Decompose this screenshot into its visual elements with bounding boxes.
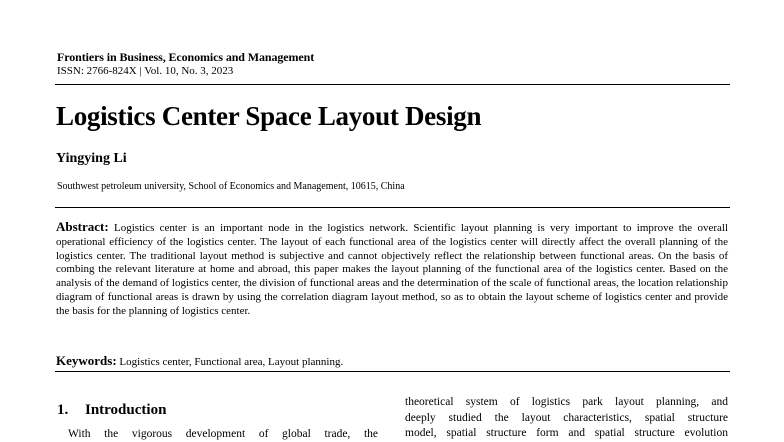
author-affiliation: Southwest petroleum university, School of Economics and Management, 10615, China: [57, 181, 405, 192]
right-column-line: deeply studied the layout characteristics, spatial structure: [405, 411, 728, 424]
left-column-text: With the vigorous development of global trade, the: [68, 428, 378, 440]
author-name: Yingying Li: [56, 151, 127, 166]
header-divider: [55, 84, 730, 85]
keywords-label: Keywords:: [56, 353, 117, 368]
abstract-bottom-divider: [55, 371, 730, 372]
abstract-label: Abstract:: [56, 219, 109, 234]
right-column-text: [405, 395, 728, 442]
paper-title: Logistics Center Space Layout Design: [56, 101, 482, 131]
abstract-top-divider: [55, 207, 730, 208]
right-column-line: theoretical system of logistics park layout planning, and: [405, 396, 728, 408]
issn-volume-line: ISSN: 2766-824X | Vol. 10, No. 3, 2023: [57, 65, 234, 77]
right-column-line: model, spatial structure form and spatial structure evolution: [405, 427, 728, 439]
section-number: 1.: [57, 402, 69, 418]
keywords-block: [56, 353, 343, 369]
section-heading: [57, 402, 166, 419]
keywords-text: Logistics center, Functional area, Layout planning.: [119, 356, 344, 368]
abstract-block: [56, 220, 728, 319]
abstract-text: Logistics center is an important node in the logistics network. Scientific layout planning is very important to improve the overall operational efficiency of the logistics center. The layout of each functional area of the logistics center will directly affect the overall planning of the logistics center. The traditional layout method is subjective and cannot objectively reflect the relationship between functional areas. On the basis of combing the relevant literature at home and abroad, this paper makes the layout planning of the functional area of the logistics center. Based on the analysis of the demand of logistics center, the division of functional areas and the determination of the scale of functional areas, the location relationship diagram of functional areas is drawn by using the correlation diagram layout method, so as to obtain the layout scheme of logistics center and provide the basis for the planning of logistics center.: [56, 222, 729, 317]
section-title: Introduction: [85, 402, 167, 418]
journal-name: Frontiers in Business, Economics and Management: [57, 50, 315, 64]
